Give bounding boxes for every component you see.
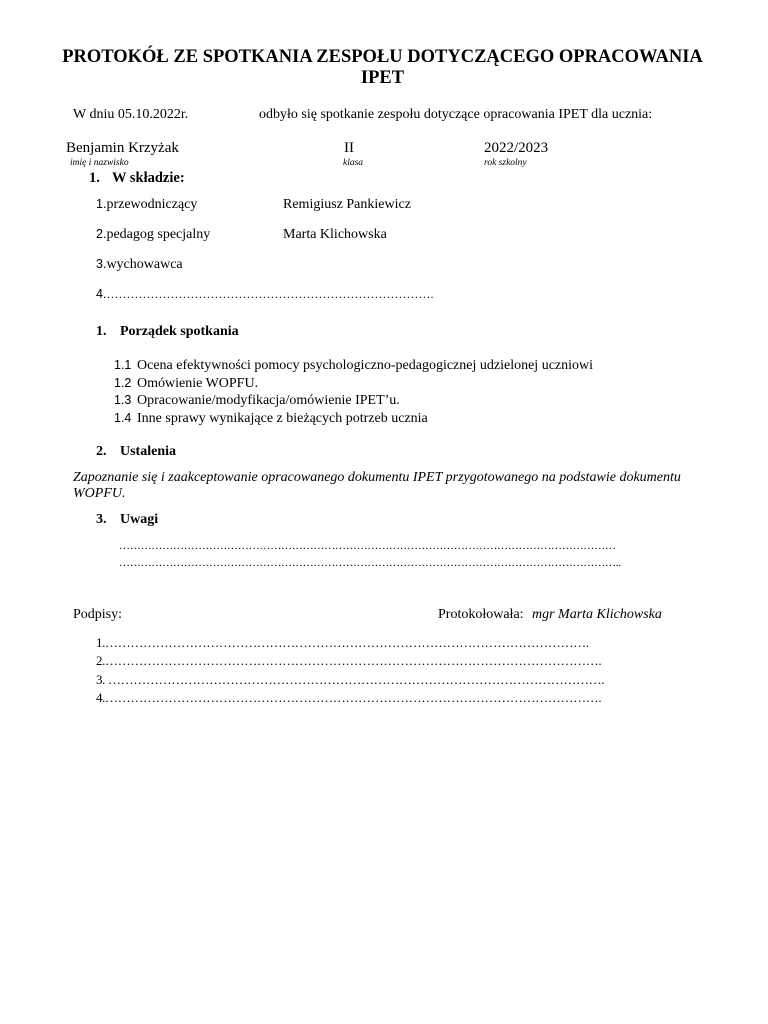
- member-role: wychowawca: [106, 257, 183, 272]
- agenda-heading: Porządek spotkania: [120, 324, 239, 339]
- agenda-item-text: Omówienie WOPFU.: [137, 376, 259, 391]
- findings-heading-number: 2.: [96, 444, 107, 459]
- member-name: Marta Klichowska: [283, 227, 387, 242]
- agenda-item-text: Ocena efektywności pomocy psychologiczno-pedagogicznej udzielonej uczniowi: [137, 358, 594, 373]
- agenda-item-number: 1.1: [114, 358, 132, 372]
- member-number: 2.: [96, 227, 107, 241]
- member-role: pedagog specjalny: [106, 227, 211, 242]
- recorder-name: mgr Marta Klichowska: [532, 607, 662, 622]
- student-name-caption: imię i nazwisko: [70, 158, 129, 168]
- findings-text: Zapoznanie się i zaakceptowanie opracowanego dokumentu IPET przygotowanego na podstawie dokumentu WOPFU.: [73, 470, 681, 501]
- meeting-date-text: W dniu 05.10.2022r.: [73, 107, 189, 122]
- agenda-item-number: 1.3: [114, 393, 132, 407]
- agenda-item-text: Opracowanie/modyfikacja/omówienie IPET’u.: [137, 393, 400, 408]
- composition-heading-number: 1.: [89, 170, 100, 186]
- agenda-item: [114, 393, 400, 409]
- signatures-label: Podpisy:: [73, 607, 123, 622]
- member-row: [96, 227, 210, 243]
- signature-line: 1.…………………………………………………………………………………………………….: [96, 635, 589, 650]
- school-year-caption: rok szkolny: [484, 158, 527, 168]
- agenda-heading-number: 1.: [96, 324, 107, 339]
- member-name: Remigiusz Pankiewicz: [283, 197, 411, 212]
- findings-heading: Ustalenia: [120, 444, 176, 459]
- agenda-item: [114, 411, 428, 427]
- remarks-heading-number: 3.: [96, 512, 107, 527]
- school-year: 2022/2023: [484, 140, 549, 156]
- meeting-description-text: odbyło się spotkanie zespołu dotyczące opracowania IPET dla ucznia:: [259, 107, 653, 122]
- remarks-line: …………………………………………………………………………………………………………………………..: [119, 557, 621, 569]
- agenda-item-number: 1.2: [114, 376, 132, 390]
- agenda-item-number: 1.4: [114, 411, 132, 425]
- document-title: PROTOKÓŁ ZE SPOTKANIA ZESPOŁU DOTYCZĄCEGO OPRACOWANIA IPET: [62, 47, 703, 88]
- signature-line: 2.……………………………………………………………………………………………………….: [96, 653, 602, 668]
- member-number: 1.: [96, 197, 107, 211]
- member-row: [96, 197, 197, 213]
- agenda-item-text: Inne sprawy wynikające z bieżących potrzeb ucznia: [137, 411, 428, 426]
- student-class: II: [344, 140, 354, 156]
- member-row: [96, 257, 183, 273]
- agenda-item: [114, 376, 258, 392]
- member-number: 4.: [96, 287, 107, 301]
- member-number: 3.: [96, 257, 107, 271]
- remarks-heading: Uwagi: [120, 512, 159, 527]
- student-class-caption: klasa: [343, 158, 364, 168]
- agenda-item: [114, 358, 593, 374]
- member-role: przewodniczący: [106, 197, 198, 212]
- recorder-label: Protokołowała:: [438, 607, 524, 622]
- signature-line: 4.……………………………………………………………………………………………………….: [96, 690, 602, 705]
- remarks-line: …………………………………………………………………………………………………………………………: [119, 540, 616, 552]
- signature-line: 3. ……………………………………………………………………………………………………….: [96, 672, 605, 687]
- student-name: Benjamin Krzyżak: [66, 140, 179, 156]
- member-row: [96, 287, 433, 303]
- member-role-blank: ……………………………………………………………………….: [106, 287, 434, 301]
- composition-heading: W składzie:: [112, 170, 185, 186]
